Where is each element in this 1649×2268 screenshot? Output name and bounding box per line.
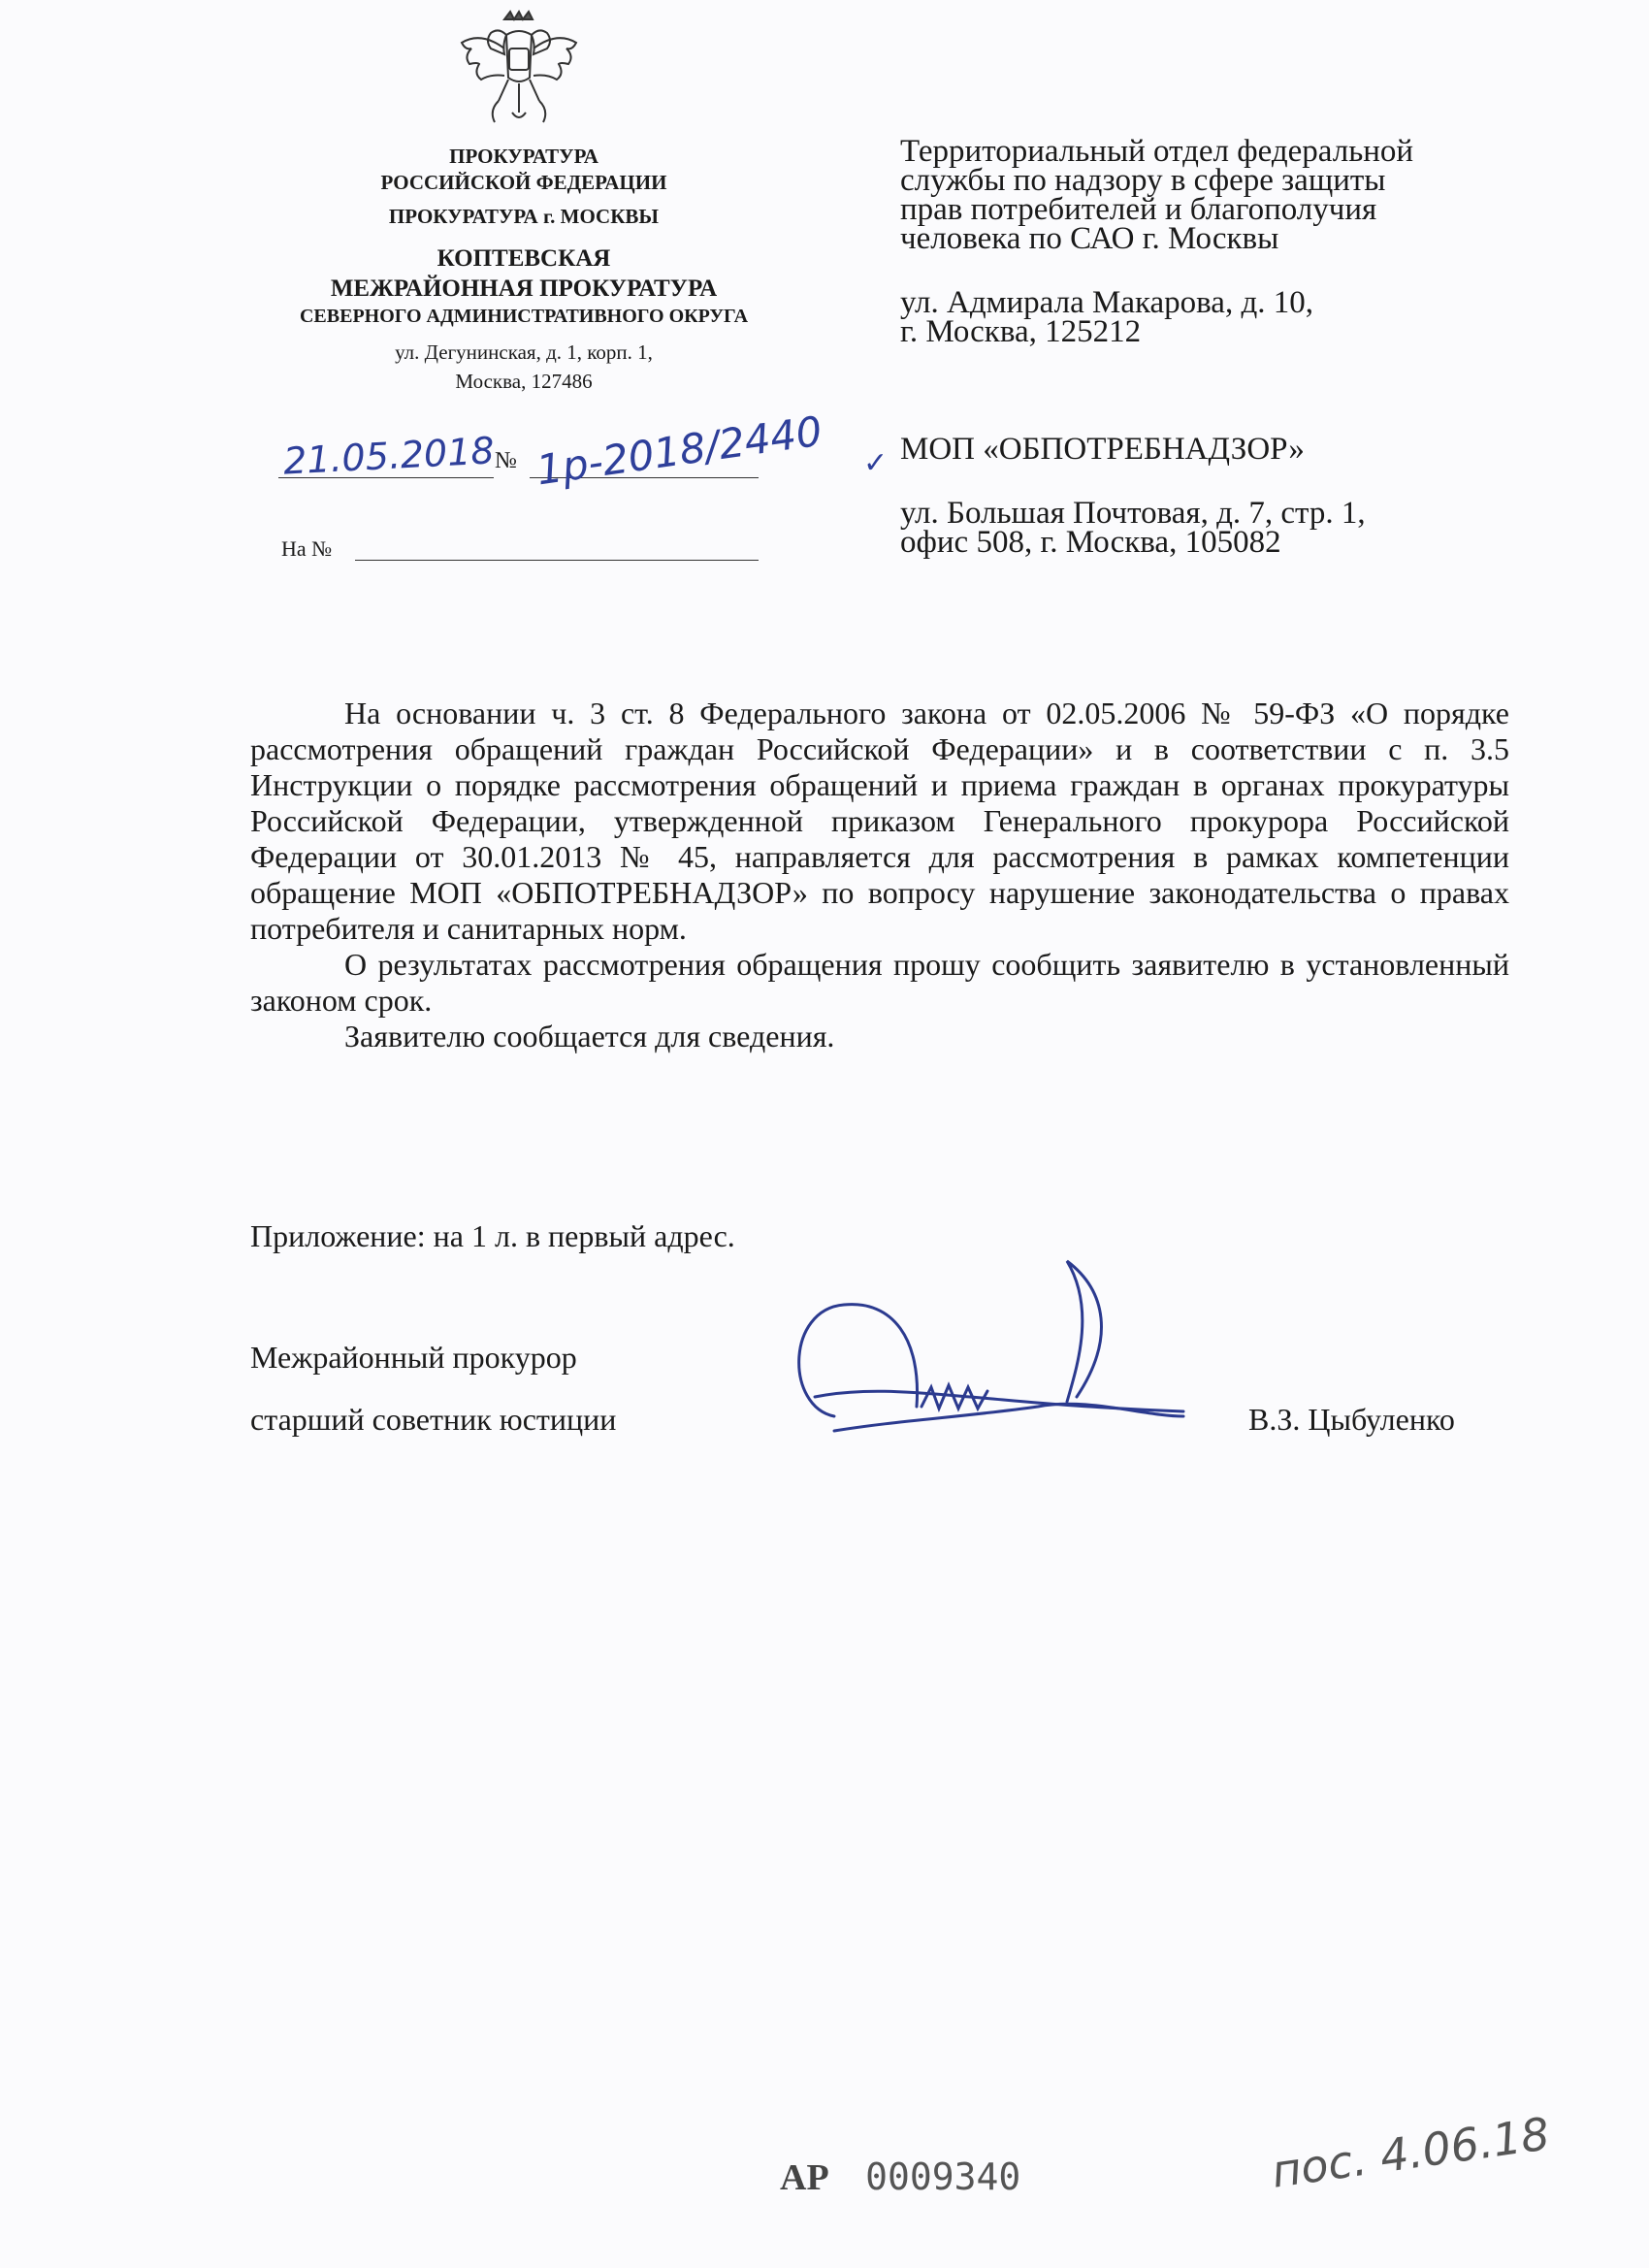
attachment-note: Приложение: на 1 л. в первый адрес. (250, 1218, 735, 1253)
handwritten-number: 1р-2018/2440 (534, 406, 825, 495)
recipient-1-line-2: службы по надзору в сфере защиты (900, 163, 1386, 198)
recipient-2-block (900, 432, 1579, 560)
org-line-2: РОССИЙСКОЙ ФЕДЕРАЦИИ (380, 171, 667, 194)
handwritten-date: 21.05.2018 (281, 429, 496, 483)
signer-name: В.З. Цыбуленко (1248, 1402, 1455, 1437)
letter-body (250, 696, 1509, 1054)
recipient-1-address-1: ул. Адмирала Макарова, д. 10, (900, 285, 1313, 320)
handwritten-signature (776, 1251, 1212, 1465)
coat-of-arms-emblem (456, 6, 582, 130)
recipient-1-line-1: Территориальный отдел федеральной (900, 134, 1414, 169)
org-line-1: ПРОКУРАТУРА (449, 145, 598, 168)
issuer-block (233, 144, 815, 396)
serial-number (780, 2155, 1020, 2199)
reference-label: На № (281, 536, 333, 561)
recipient-1-block (900, 134, 1579, 349)
signer-title-2: старший советник юстиции (250, 1402, 617, 1437)
issuer-address-1: ул. Дегунинская, д. 1, корп. 1, (395, 340, 653, 364)
org-line-4: КОПТЕВСКАЯ (436, 245, 611, 272)
reference-underline (355, 560, 759, 561)
body-paragraph-1: На основании ч. 3 ст. 8 Федерального закона от 02.05.2006 № 59-ФЗ «О порядке рассмотрения обращений граждан Российской Федерации» и в соответствии с п. 3.5 Инструкции о порядке рассмотрения обращений и приема граждан в органах прокуратуры Российской Федерации, утвержденной приказом Генерального прокурора Российской Федерации от 30.01.2013 № 45, направляется для рассмотрения в рамках компетенции обращение МОП «ОБПОТРЕБНАДЗОР» по вопросу нарушение законодательства о правах потребителя и санитарных норм. (250, 696, 1509, 946)
recipient-1-line-3: прав потребителей и благополучия (900, 192, 1377, 227)
recipient-2-name: МОП «ОБПОТРЕБНАДЗОР» (900, 432, 1305, 467)
recipient-1-line-4: человека по САО г. Москвы (900, 221, 1279, 256)
body-paragraph-3: Заявителю сообщается для сведения. (344, 1019, 835, 1053)
org-line-6: СЕВЕРНОГО АДМИНИСТРАТИВНОГО ОКРУГА (299, 306, 749, 327)
issuer-address-2: Москва, 127486 (455, 370, 593, 393)
recipient-2-address-2: офис 508, г. Москва, 105082 (900, 525, 1281, 560)
recipient-1-address-2: г. Москва, 125212 (900, 314, 1142, 349)
number-sign: № (495, 448, 517, 473)
body-paragraph-2: О результатах рассмотрения обращения прошу сообщить заявителю в установленный законом срок. (250, 947, 1509, 1018)
received-handnote: пос. 4.06.18 (1268, 2107, 1553, 2198)
signer-title-1: Межрайонный прокурор (250, 1340, 577, 1375)
recipient-2-address-1: ул. Большая Почтовая, д. 7, стр. 1, (900, 496, 1366, 531)
serial-digits: 0009340 (865, 2155, 1021, 2198)
org-line-5: МЕЖРАЙОННАЯ ПРОКУРАТУРА (330, 275, 718, 302)
check-mark: ✓ (863, 446, 889, 480)
serial-series: АР (780, 2157, 829, 2198)
org-line-3: ПРОКУРАТУРА г. МОСКВЫ (388, 205, 660, 228)
